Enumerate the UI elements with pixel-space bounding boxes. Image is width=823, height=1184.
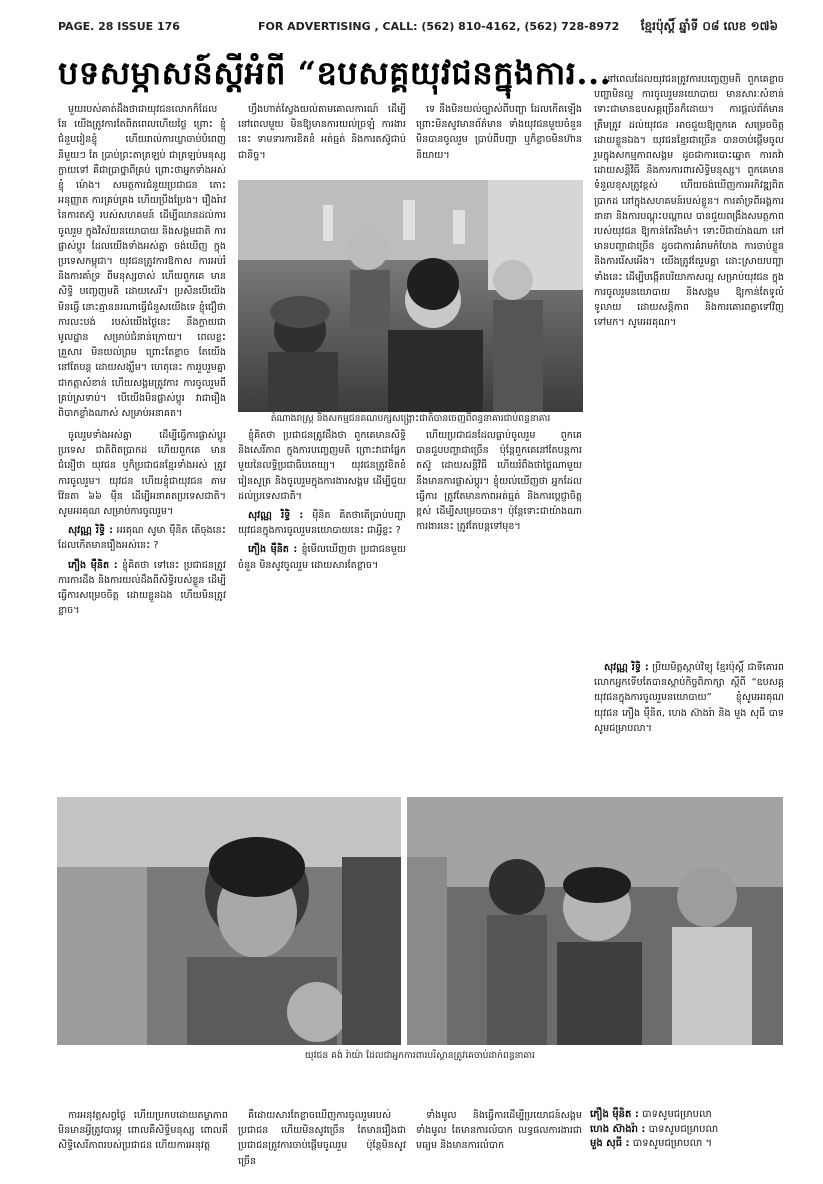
question-1 (58, 523, 226, 553)
crowd-photo (238, 180, 583, 412)
question-text: ម៉ឺនិត គិតថាតើប្រាប់បញ្ហា យុវជនក្នុងការចូលរួមនយោបាយនេះ ជាអ្វីខ្លះ ? (238, 510, 406, 537)
question-2 (238, 508, 406, 538)
paragraph: មួយរបស់គាត់ដឹងថាជាយុវជនលោកក៏ដែល នែ យើងត្រូវការតែពិតពេលហើយថ្ងៃ ព្រោះ ខ្ញុំជំនួបរៀនខ្ញុំ ហើយរាល់ការឃ្លាចាប់បំពេញនិមួយៗ តែ ប្រាប់ព្រះតាត្រឡប់ ជាត្រឡប់មនុស្សក្លាយទៅ គឺជាប្រាថ្នាពីគ្រប់ ព្រោះថាអ្នកទាំងអស់ ខ្ញុំ ម៉ោង។ សមត្ថការជំនួយប្រជាជន តោះអនុញ្ញាត ការគ្រប់គ្រង ហើយប្រឹងប្រែង។ រឿងរ៉ាវ នៃការតស៊ូ របស់សហគមន៍ ដើម្បីឈានដល់ការចូលរួម ក្នុងវិស័យនយោបាយ និងសង្គមជាតិ ការផ្លាស់ប្ដូរ ដែលយើងទាំងអស់គ្នា ចង់ឃើញ ក្នុងប្រទេសកម្ពុជា។ យុវជនត្រូវការឱកាស ការអប់រំ និងការគាំទ្រ ពីមនុស្សចាស់ ហើយពួកគេ មានសិទ្ធិ បញ្ចេញមតិ ដោយសេរី។ ប្រសិនបើយើងមិនធ្វើ នោះគ្មាននរណាធ្វើជំនួសយើងទេ ខ្ញុំជឿថា ការលះបង់ របស់យើងថ្ងៃនេះ នឹងក្លាយជាមូលដ្ឋាន សម្រាប់ជំនាន់ក្រោយ។ ពេលខ្លះ គ្រួសារ មិនយល់ព្រម ព្រោះតែខ្លាច តែយើងនៅតែបន្ត ដោយសង្ឃឹម។ ហេតុនេះ ការរួបរួមគ្នា ជាកត្តាសំខាន់ ហើយសង្គមត្រូវការ ការចូលរួមពីគ្រប់ស្រទាប់។ បើយើងមិនផ្លាស់ប្ដូរ វាជារឿងពិបាកខ្លាំងណាស់ សម្រាប់អនាគត។ (58, 104, 226, 420)
article-column-right-top (416, 102, 582, 180)
prisoners-photo-image (407, 797, 783, 1045)
sign-off-line (590, 1137, 780, 1152)
paragraph: ការអនុវត្តសព្វថ្ងៃ ហើយប្រកបដោយតម្លាភាព មិនមានអ្វីត្រូវបារម្ភ ពោលគឺសិទ្ធិមនុស្ស ពោលគឺសិទ្ធិសេរីភាពរបស់ប្រជាជន ហើយការអនុវត្ត (58, 1110, 228, 1152)
article-column-left-mid (58, 428, 226, 794)
paragraph: ខ្ញុំគិតថា ប្រជាជនត្រូវដឹងថា ពួកគេមានសិទ្ធិ និងសេរីភាព ក្នុងការបញ្ចេញមតិ ព្រោះវាជាផ្នែកមួយនៃលទ្ធិប្រជាធិបតេយ្យ។ យុវជនត្រូវខិតខំ រៀនសូត្រ និងចូលរួមក្នុងការងារសង្គម ដើម្បីជួយដល់ប្រទេសជាតិ។ (238, 430, 406, 502)
interviewer-label: សុវណ្ណ រិទ្ធិ : (248, 510, 304, 522)
paragraph: ចូលរួមទាំងអស់គ្នា ដើម្បីធ្វើការផ្លាស់ប្ដូរប្រទេស ជាតិពិតប្រាកដ ហើយពួកគេ មានជំនឿថា យុវជន ឬក៏ប្រជាជនខ្មែរទាំងអស់ ត្រូវការចូលរួម។ យុវជន ហើយខ្ញុំជាយុវជន តាមវ៉ែនតា ៦៦ ម៉ឺន ដើម្បីអនាគតប្រទេសជាតិ។ សូមអរគុណ សម្រាប់ការចូលរួម។ (58, 430, 226, 518)
paragraph: ទាំងមូល និងធ្វើការដើម្បីប្រយោជន៍សង្គមទាំងមូល តែមានការលំបាក លទ្ធផលការងារជាមធ្យម និងមានការលំបាក (416, 1110, 582, 1152)
speaker-text: បាទសូមជម្រាបលា (642, 1109, 712, 1120)
page-header (58, 16, 778, 36)
article-column-right-mid (416, 428, 582, 794)
paragraph: នៅពេលដែលយុវជនត្រូវការបញ្ចេញមតិ ពួកគេខ្លាចបញ្ហាមិនល្អ ការចូលរួមនយោបាយ មានសារៈសំខាន់ ទោះជាមានឧបសគ្គច្រើនក៏ដោយ។ ការផ្ដល់ព័ត៌មានត្រឹមត្រូវ ដល់យុវជន អាចជួយឱ្យពួកគេ សម្រេចចិត្ត ដោយខ្លួនឯង។ យុវជនខ្មែរជាច្រើន បានចាប់ផ្ដើមចូលរួមក្នុងសកម្មភាពសង្គម ដូចជាការបោះឆ្នោត ការតវ៉ា ដោយសន្តិវិធី និងការការពារសិទ្ធិមនុស្ស។ ពួកគេមានទំនួលខុសត្រូវខ្ពស់ ហើយចង់ឃើញការអភិវឌ្ឍពិតប្រាកដ នៅក្នុងសហគមន៍របស់ខ្លួន។ ការគាំទ្រពីអង្គការនានា និងការបណ្ដុះបណ្ដាល បានជួយពង្រឹងសមត្ថភាពរបស់យុវជន ឱ្យកាន់តែរឹងមាំ។ ទោះបីជាយ៉ាងណា នៅមានបញ្ហាជាច្រើន ដូចជាការគំរាមកំហែង ការចាប់ខ្លួន និងការរើសអើង។ យើងត្រូវតែរួមគ្នា ដោះស្រាយបញ្ហាទាំងនេះ ដើម្បីបង្កើតបរិយាកាសល្អ សម្រាប់យុវជន ក្នុងការចូលរួមនយោបាយ និងសង្គម ឱ្យកាន់តែទូលំទូលាយ ដោយសន្តិភាព និងការគោរពគ្នាទៅវិញទៅមក។ សូមអរគុណ។ (594, 74, 784, 329)
speaker-name: ហេង ស៊ាងរ៉ា : (590, 1123, 646, 1135)
question-3 (594, 660, 784, 736)
bottom-photo-caption: យុវជន គង់ រ៉ាយ៉ា ដែលជាអ្នកការពារបរិស្ថានត្រូវគេចាប់ដាក់ពន្ធនាគារ (304, 1050, 536, 1061)
paragraph: ហ្វឹងហាត់ស្វែងយល់តាមគោលការណ៍ ដើម្បីនៅពេលមួយ មិនឱ្យមានការយល់ច្រឡំ ការងារនេះ ទាមទារការខិតខំ អត់ធ្មត់ និងការតស៊ូជាប់ជានិច្ច។ (238, 104, 406, 161)
interviewer-label: សុវណ្ណ រិទ្ធិ : (68, 525, 113, 537)
masthead-date: ខ្មែរប៉ុស្ដិ៍ ឆ្នាំទី ០៨ លេខ ១៧៦ (640, 19, 778, 33)
answer-text: ខ្ញុំមើលឃើញថា ប្រជាជនមួយចំនួន មិនសូវចូលរួម ដោយសារតែខ្លាច។ (238, 544, 406, 571)
paragraph: ហើយប្រជាជនដែលធ្លាប់ចូលរួម ពួកគេបានជួបបញ្ហាជាច្រើន ប៉ុន្តែពួកគេនៅតែបន្តការតស៊ូ ដោយសន្តិវិធី ហើយរំពឹងថាថ្ងៃណាមួយ នឹងមានការផ្លាស់ប្ដូរ។ ខ្ញុំយល់ឃើញថា អ្នកដែលធ្វើការ ត្រូវតែមានភាពអត់ធ្មត់ និងការប្ដេជ្ញាចិត្តខ្ពស់ ដើម្បីសម្រេចបាន។ ប៉ុន្តែទោះជាយ៉ាងណា ការងារនេះ ត្រូវតែបន្តទៅមុខ។ (416, 430, 582, 533)
interviewee-label: ភឿង ម៉ឺនិត : (248, 544, 298, 556)
answer-1 (58, 558, 226, 619)
article-column-far-right (594, 72, 784, 652)
article-column-bottom-3 (416, 1108, 582, 1158)
sign-off-list (590, 1108, 780, 1152)
young-man-photo (57, 797, 401, 1045)
speaker-name: មួង សុធី : (590, 1138, 630, 1149)
advertising-contact: FOR ADVERTISING , CALL: (562) 810-4162, (562) 728-8972 (258, 20, 620, 33)
top-photo-caption: តំណាងរាស្ត្រ និងសកម្មជនគណបក្សសង្គ្រោះជាតិបានចេញពីពន្ធនាគារជាប់ពន្ធនាគារ (270, 413, 551, 424)
sign-off-line (590, 1123, 780, 1138)
answer-2 (238, 542, 406, 572)
interviewee-label: ភឿង ម៉ឺនិត : (68, 559, 118, 571)
speaker-name: ភឿង ម៉ឺនិត : (590, 1109, 639, 1120)
young-man-photo-image (57, 797, 401, 1045)
article-headline: បទសម្ភាសន៍ស្ដីអំពី “ឧបសគ្គយុវជនក្នុងការ... (58, 54, 612, 92)
answer-text: ខ្ញុំគិតថា ទៅនេះ ប្រជាជនត្រូវការការដឹង និងការយល់ដឹងពីសិទ្ធិរបស់ខ្លួន ដើម្បីធ្វើការសម្រេចចិត្ត ដោយខ្លួនឯង ហើយមិនត្រូវខ្លាច។ (58, 559, 226, 617)
paragraph: គឺដោយសារតែខ្លាចឃើញការចូលរួមរបស់ប្រជាជន ហើយមិនសូវច្រើន តែមានរឿងជា ប្រជាជនត្រូវការចាប់ផ្ដើមចូលរួម ប៉ុន្តែមិនសូវច្រើន (238, 1110, 406, 1167)
closing-remarks (594, 660, 784, 794)
sign-off-line (590, 1108, 780, 1123)
interviewer-label: សុវណ្ណ រិទ្ធិ : (604, 662, 649, 673)
paragraph: ទេ នឹងមិនយល់ច្បាស់ពីបញ្ហា ដែលកើតឡើង ព្រោះមិនសូវមានព័ត៌មាន ទាំងយុវជនមួយចំនួនមិនបានចូលរួម ប្រាប់ពីបញ្ហា ឬក៏ខ្លាចមិនហ៊ាននិយាយ។ (416, 104, 582, 161)
question-text: អរគុណ សូមា ម៉ឺនិត តើចុងនេះ ដែលកើតមានរឿងអស់នេះ ? (58, 525, 226, 552)
speaker-text: បាទសូមជម្រាបលា (648, 1123, 719, 1135)
article-column-mid-top (238, 102, 406, 180)
article-column-mid-mid (238, 428, 406, 794)
article-column-bottom-1 (58, 1108, 228, 1158)
prisoners-photo (407, 797, 783, 1045)
crowd-photo-image (238, 180, 583, 412)
page-issue-label: PAGE. 28 ISSUE 176 (58, 20, 180, 33)
article-column-left-top (58, 102, 226, 420)
speaker-text: បាទសូមជម្រាបលា ។ (632, 1138, 713, 1149)
closing-text: ប្រិយមិត្តស្ដាប់វិទ្យុ ខ្មែរប៉ុស្ដិ៍ ជាទីគោរព លោកអ្នកទើបតែបានស្ដាប់កិច្ចពិភាក្សា ស្ដីពី “ឧបសគ្គយុវជនក្នុងការចូលរួមនយោបាយ” ខ្ញុំសូមអរគុណ យុវជន ភឿង ម៉ឺនិត, ហេង ស៊ាងរ៉ា និង មួង សុធី បាទ សូមជម្រាបលា។ (594, 662, 784, 734)
article-column-bottom-2 (238, 1108, 406, 1167)
